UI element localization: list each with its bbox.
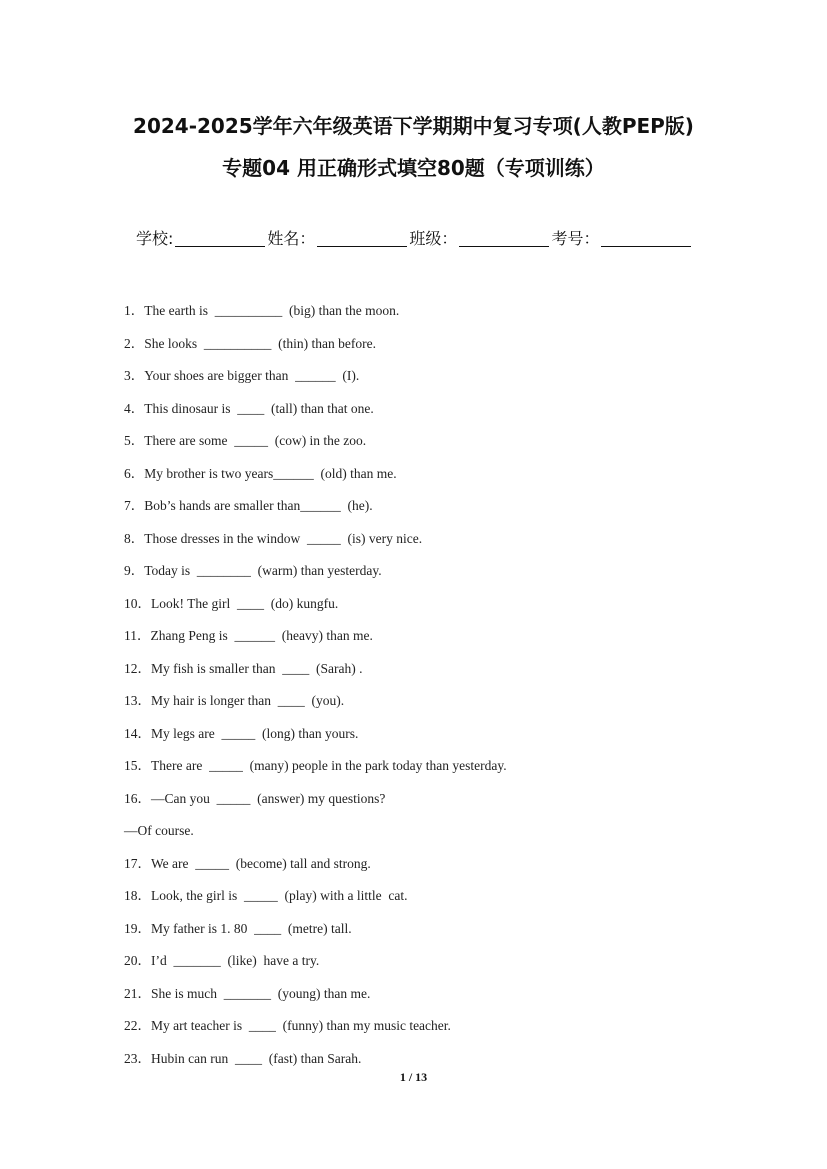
document-title: 2024-2025学年六年级英语下学期期中复习专项(人教PEP版) xyxy=(133,114,694,138)
class-label: 班级： xyxy=(409,229,458,248)
question-item: 4．This dinosaur is ____ (tall) than that one. xyxy=(124,401,374,416)
question-item: 1．The earth is __________ (big) than the moon. xyxy=(124,303,400,318)
school-blank[interactable] xyxy=(175,229,265,247)
question-item: 13．My hair is longer than ____ (you). xyxy=(124,693,345,708)
question-item: 15．There are _____ (many) people in the park today than yesterday. xyxy=(124,758,507,773)
question-item: 9．Today is ________ (warm) than yesterday. xyxy=(124,563,382,578)
exam-number-blank[interactable] xyxy=(601,229,691,247)
question-item: 16．—Can you _____ (answer) my questions? xyxy=(124,791,386,806)
question-item: 17．We are _____ (become) tall and strong. xyxy=(124,856,371,871)
question-item: 21．She is much _______ (young) than me. xyxy=(124,986,371,1001)
question-item: 11．Zhang Peng is ______ (heavy) than me. xyxy=(124,628,373,643)
exam-number-label: 考号： xyxy=(551,229,600,248)
document-subtitle: 专题04 用正确形式填空80题（专项训练） xyxy=(222,156,605,180)
question-item: 6．My brother is two years______ (old) than me. xyxy=(124,466,397,481)
question-item: 19．My father is 1. 80 ____ (metre) tall. xyxy=(124,921,352,936)
question-item: 7．Bob’s hands are smaller than______ (he). xyxy=(124,498,373,513)
answer-line: —Of course. xyxy=(124,823,194,838)
question-item: 3．Your shoes are bigger than ______ (I). xyxy=(124,368,360,383)
name-blank[interactable] xyxy=(317,229,407,247)
question-item: 22．My art teacher is ____ (funny) than my music teacher. xyxy=(124,1018,451,1033)
student-info-line xyxy=(136,226,693,249)
question-item: 10．Look! The girl ____ (do) kungfu. xyxy=(124,596,339,611)
question-item: 5．There are some _____ (cow) in the zoo. xyxy=(124,433,367,448)
name-label: 姓名： xyxy=(267,229,316,248)
question-item: 14．My legs are _____ (long) than yours. xyxy=(124,726,359,741)
page-number: 1 / 13 xyxy=(399,1070,428,1084)
question-item: 23．Hubin can run ____ (fast) than Sarah. xyxy=(124,1051,362,1066)
question-item: 8．Those dresses in the window _____ (is) very nice. xyxy=(124,531,423,546)
question-item: 12．My fish is smaller than ____ (Sarah) . xyxy=(124,661,363,676)
question-item: 18．Look, the girl is _____ (play) with a little cat. xyxy=(124,888,408,903)
school-label: 学校: xyxy=(136,229,174,248)
question-item: 20．I’d _______ (like) have a try. xyxy=(124,953,320,968)
question-item: 2．She looks __________ (thin) than before. xyxy=(124,336,376,351)
class-blank[interactable] xyxy=(459,229,549,247)
